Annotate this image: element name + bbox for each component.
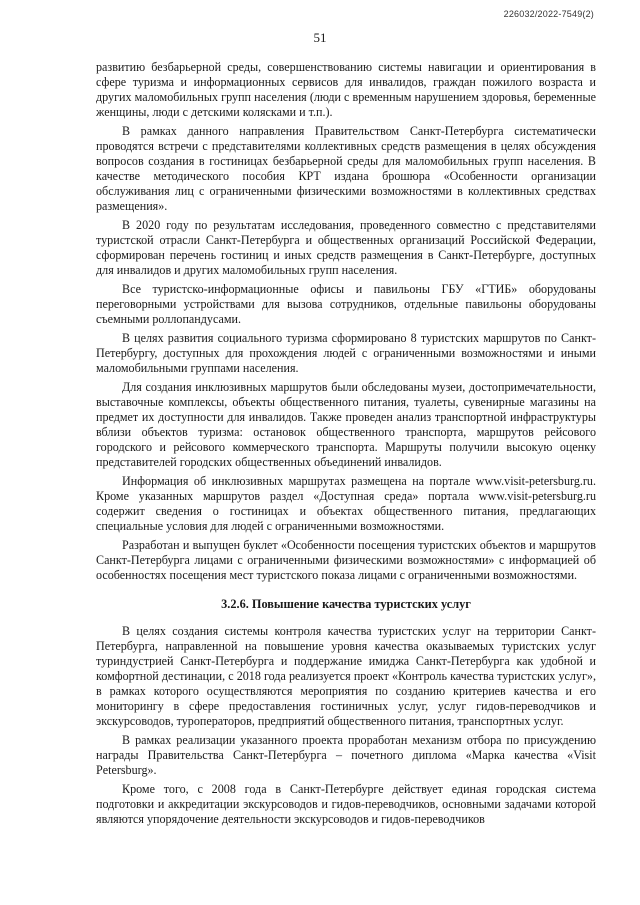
paragraph: Разработан и выпущен буклет «Особенности посещения туристских объектов и маршрутов Санкт-Петербурга лицами с ограниченными физическими возможностями» с информацией об особенностях посещения мест туристского показа лицами с ограниченными возможностями. (96, 538, 596, 582)
paragraph: развитию безбарьерной среды, совершенствованию системы навигации и ориентирования в сфере туризма и информационных сервисов для инвалидов, граждан пожилого возраста и других маломобильных групп населения (люди с временным нарушением здоровья, беременные женщины, люди с детскими колясками и т.п.). (96, 60, 596, 119)
document-id: 226032/2022-7549(2) (503, 9, 594, 19)
paragraph: Для создания инклюзивных маршрутов были обследованы музеи, достопримечательности, выставочные комплексы, объекты общественного питания, туалеты, сувенирные магазины на предмет их доступности для инвалидов. Также проведен анализ транспортной инфраструктуры вблизи объектов туризма: остановок общественного транспорта, маршрутов рейсового городского и рейсового коммерческого транспорта. Маршруты получили высокую оценку представителей городских общественных объединений инвалидов. (96, 380, 596, 469)
paragraph: Информация об инклюзивных маршрутах размещена на портале www.visit-petersburg.ru. Кроме указанных маршрутов раздел «Доступная среда» портала www.visit-petersburg.ru содержит сведения о гостиницах и объектах общественного питания, предлагающих специальные условия для людей с ограниченными возможностями. (96, 474, 596, 533)
paragraph: В рамках данного направления Правительством Санкт-Петербурга систематически проводятся встречи с представителями коллективных средств размещения в целях обсуждения вопросов создания в гостиницах безбарьерной среды для маломобильных групп населения. В качестве методического пособия КРТ издана брошюра «Особенности организации обслуживания лиц с ограниченными физическими возможностями в коллективных средствах размещения». (96, 124, 596, 213)
paragraph: Кроме того, с 2008 года в Санкт-Петербурге действует единая городская система подготовки и аккредитации экскурсоводов и гидов-переводчиков, основными задачами которой являются упорядочение деятельности экскурсоводов и гидов-переводчиков (96, 782, 596, 826)
page-number: 51 (313, 30, 327, 45)
paragraph: В целях создания системы контроля качества туристских услуг на территории Санкт-Петербурга, направленной на повышение уровня качества оказываемых туристских услуг туриндустрией Санкт-Петербурга и поддержание имиджа Санкт-Петербурга как удобной и комфортной дестинации, с 2018 года реализуется проект «Контроль качества туристских услуг», в рамках которого осуществляются мероприятия по созданию критериев качества и его мониторингу в сфере предоставления гостиничных услуг, услуг гидов-переводчиков и экскурсоводов, туроператоров, предприятий общественного питания, транспортных услуг. (96, 624, 596, 728)
paragraph: Все туристско-информационные офисы и павильоны ГБУ «ГТИБ» оборудованы переговорными устройствами для вызова сотрудников, отдельные павильоны оборудованы съемными роллопандусами. (96, 282, 596, 326)
section-heading: 3.2.6. Повышение качества туристских услуг (221, 597, 471, 611)
paragraph: В 2020 году по результатам исследования, проведенного совместно с представителями туристской отрасли Санкт-Петербурга и общественных организаций Российской Федерации, сформирован перечень гостиниц и иных средств размещения в Санкт-Петербурге, доступных для инвалидов и других маломобильных групп населения. (96, 218, 596, 277)
paragraph: В рамках реализации указанного проекта проработан механизм отбора по присуждению награды Правительства Санкт-Петербурга – почетного диплома «Марка качества «Visit Petersburg». (96, 733, 596, 777)
paragraph: В целях развития социального туризма сформировано 8 туристских маршрутов по Санкт-Петербургу, доступных для прохождения людей с ограниченными возможностями и иными маломобильными группами населения. (96, 331, 596, 375)
page-body (96, 60, 596, 831)
